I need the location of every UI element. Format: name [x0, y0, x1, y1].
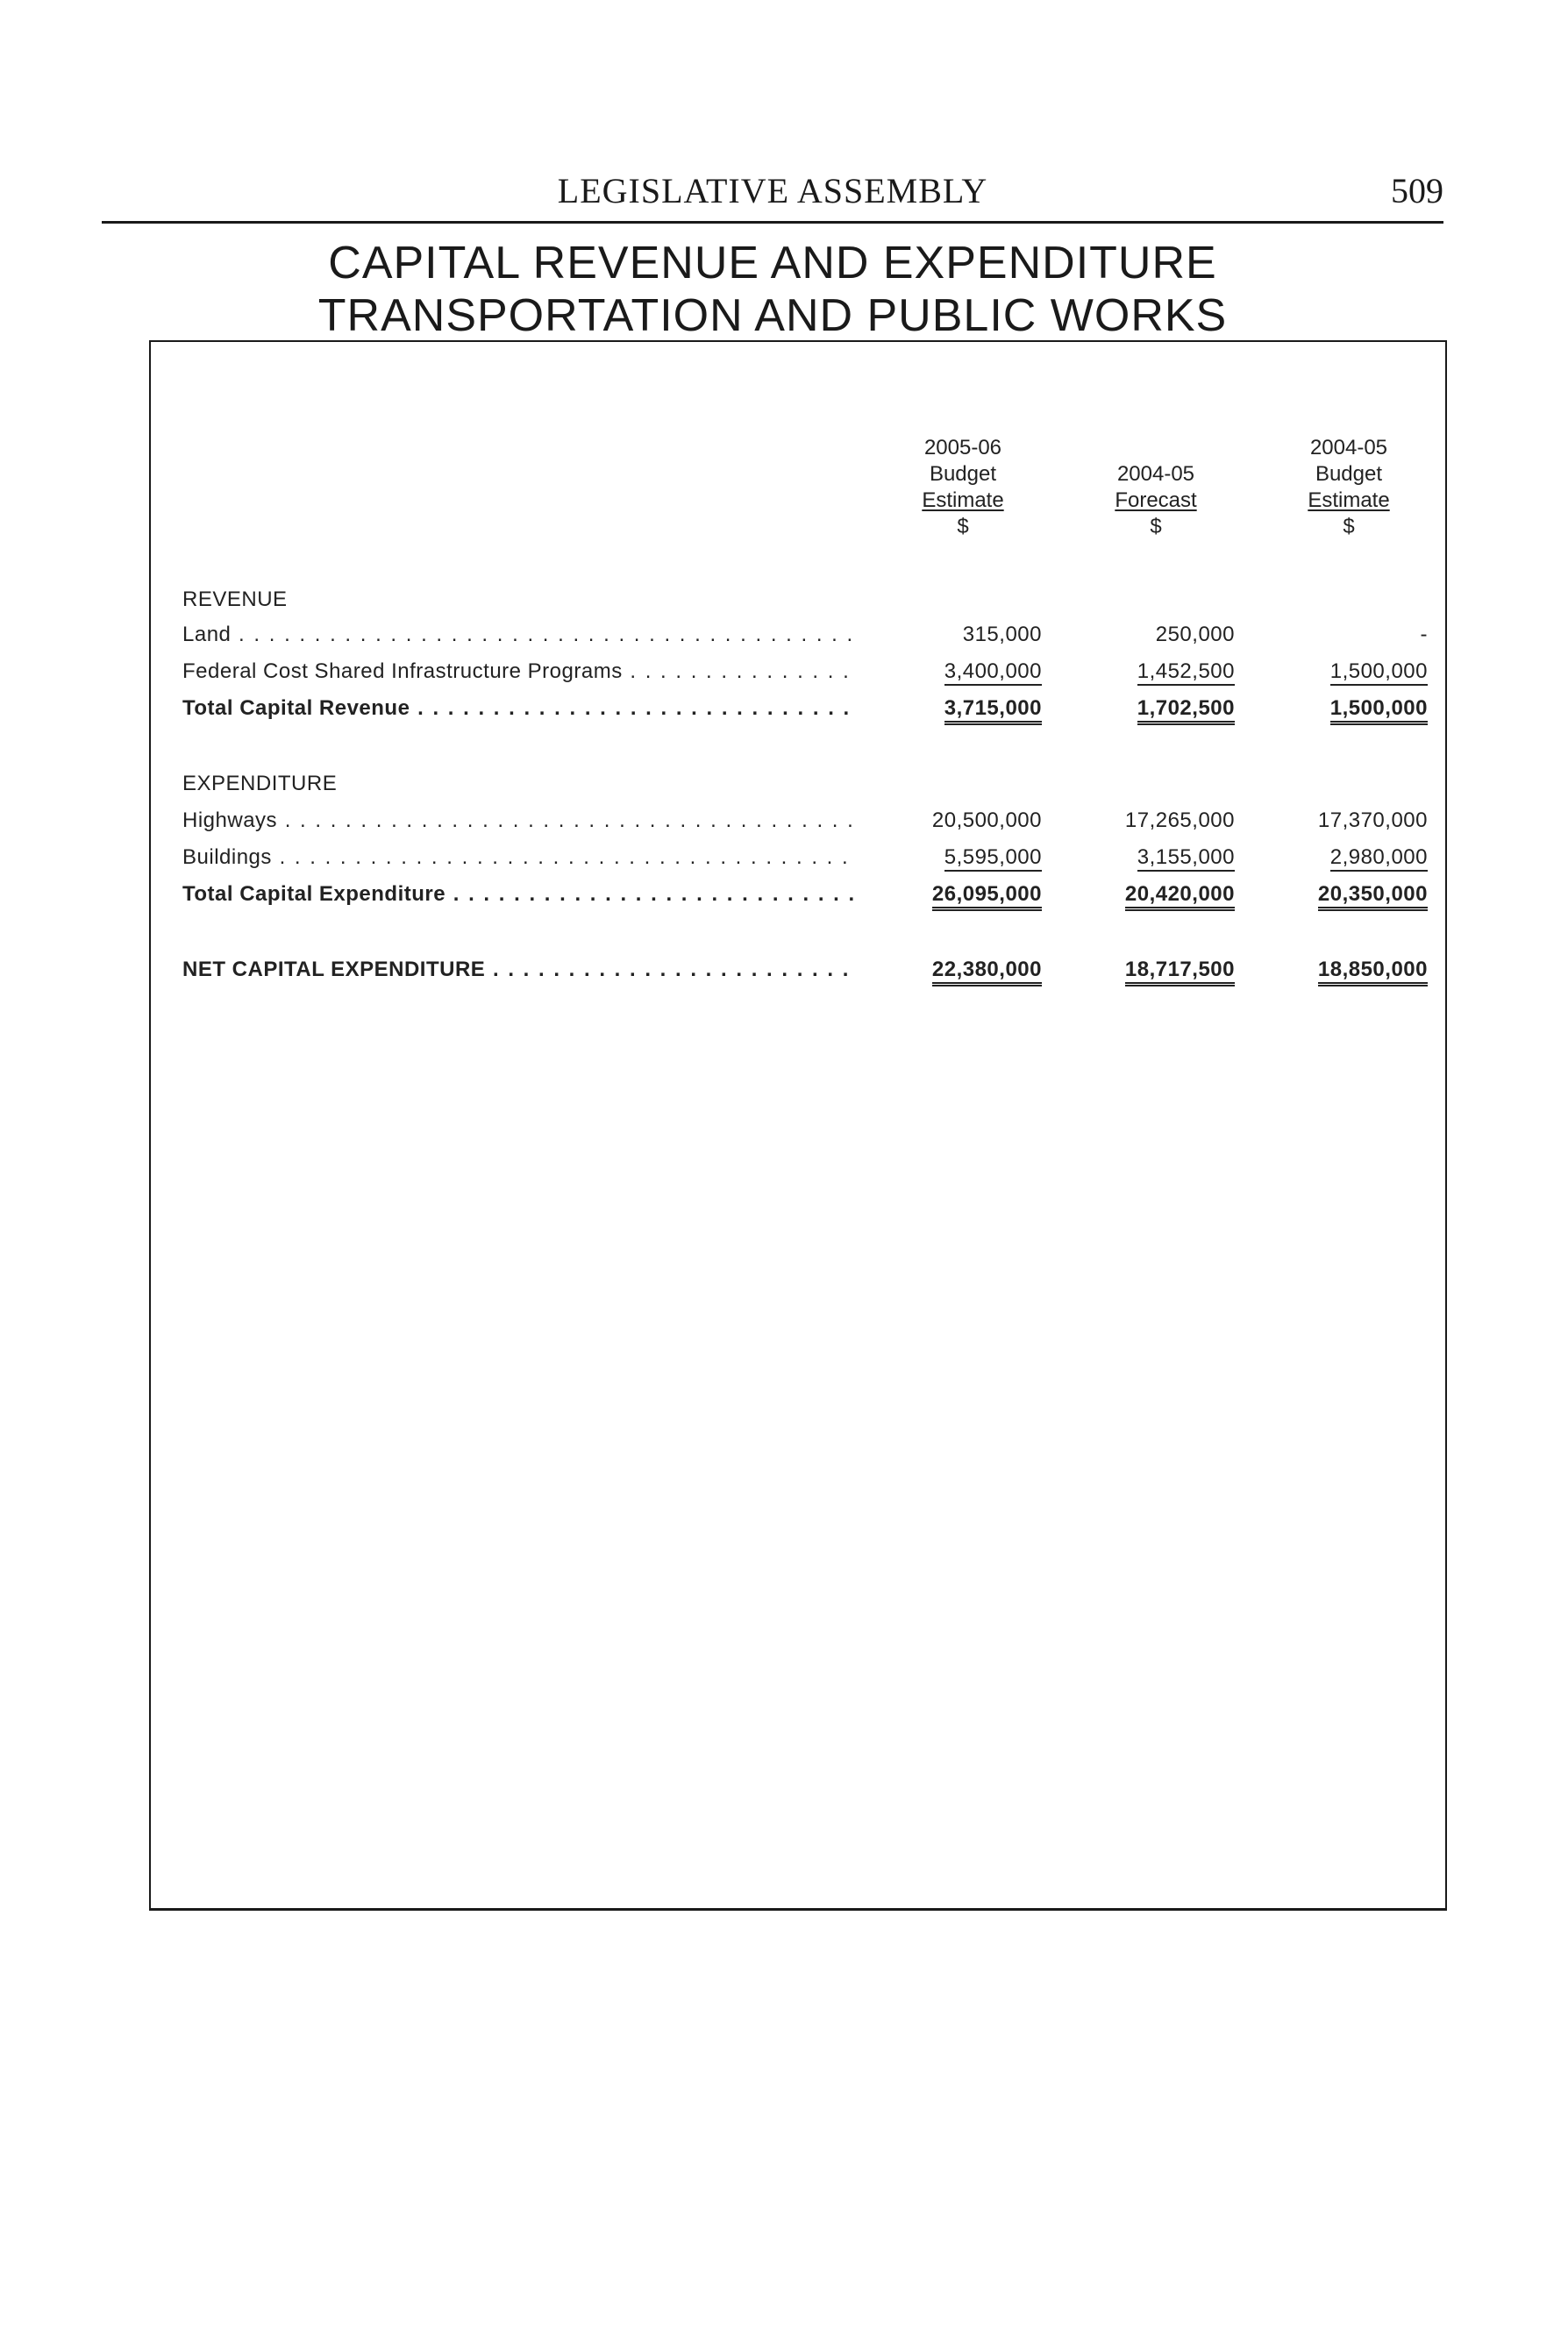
table-row [182, 658, 1428, 686]
table-frame [149, 340, 1447, 1911]
column-kind: Forecast [1115, 488, 1197, 512]
cell-value: 250,000 [1155, 623, 1235, 646]
column-unit: $ [1343, 515, 1355, 538]
page-title-line-2: TRANSPORTATION AND PUBLIC WORKS [317, 290, 1228, 341]
column-unit: $ [1150, 515, 1162, 538]
column-type: Budget [1315, 462, 1383, 486]
row-label: Buildings . . . [182, 844, 858, 872]
cell-value: 3,715,000 [884, 694, 1042, 723]
cell-value: 20,500,000 [931, 808, 1042, 832]
row-label: Federal Cost Shared Infrastructure Programs . . . [182, 658, 858, 686]
table-row [182, 621, 1428, 649]
row-label: Highways . . . [182, 807, 858, 835]
cell-value: 315,000 [962, 623, 1042, 646]
page-number: 509 [1391, 171, 1443, 210]
page-title-line-1: CAPITAL REVENUE AND EXPENDITURE [328, 238, 1217, 288]
column-type: Budget [929, 462, 997, 486]
cell-value: 20,350,000 [1270, 880, 1428, 908]
column-kind: Estimate [1308, 488, 1390, 512]
cell-value: 18,717,500 [1077, 956, 1235, 984]
column-header-2 [1077, 461, 1235, 540]
cell-value: 1,500,000 [1270, 694, 1428, 723]
row-label: Total Capital Revenue . . . [182, 694, 858, 723]
table-row-net [182, 956, 1428, 984]
column-header-3 [1270, 435, 1428, 540]
row-label: Total Capital Expenditure . . . [182, 880, 858, 908]
cell-value: 17,265,000 [1124, 808, 1235, 832]
cell-value: 17,370,000 [1317, 808, 1428, 832]
column-header-1 [884, 435, 1042, 540]
cell-value: 5,595,000 [884, 844, 1042, 872]
running-header [102, 168, 1443, 224]
row-label: NET CAPITAL EXPENDITURE . . . [182, 956, 858, 984]
cell-value: - [1420, 623, 1428, 646]
column-year: 2005-06 [923, 436, 1002, 459]
capital-table [151, 342, 1445, 1908]
cell-value: 3,155,000 [1077, 844, 1235, 872]
cell-value: 1,500,000 [1270, 658, 1428, 686]
cell-value: 1,702,500 [1077, 694, 1235, 723]
table-row [182, 844, 1428, 872]
table-row-total [182, 694, 1428, 723]
cell-value: 3,400,000 [884, 658, 1042, 686]
cell-value: 20,420,000 [1077, 880, 1235, 908]
cell-value: 2,980,000 [1270, 844, 1428, 872]
row-label: Land . . . [182, 621, 858, 649]
column-year: 2004-05 [1116, 462, 1195, 486]
cell-value: 26,095,000 [884, 880, 1042, 908]
cell-value: 22,380,000 [884, 956, 1042, 984]
running-title: LEGISLATIVE ASSEMBLY [557, 171, 988, 210]
table-row [182, 807, 1428, 835]
section-heading-revenue: REVENUE [182, 588, 288, 611]
column-year: 2004-05 [1309, 436, 1388, 459]
column-unit: $ [957, 515, 969, 538]
table-row-total [182, 880, 1428, 908]
cell-value: 1,452,500 [1077, 658, 1235, 686]
column-kind: Estimate [922, 488, 1004, 512]
cell-value: 18,850,000 [1270, 956, 1428, 984]
section-heading-expenditure: EXPENDITURE [182, 772, 338, 795]
